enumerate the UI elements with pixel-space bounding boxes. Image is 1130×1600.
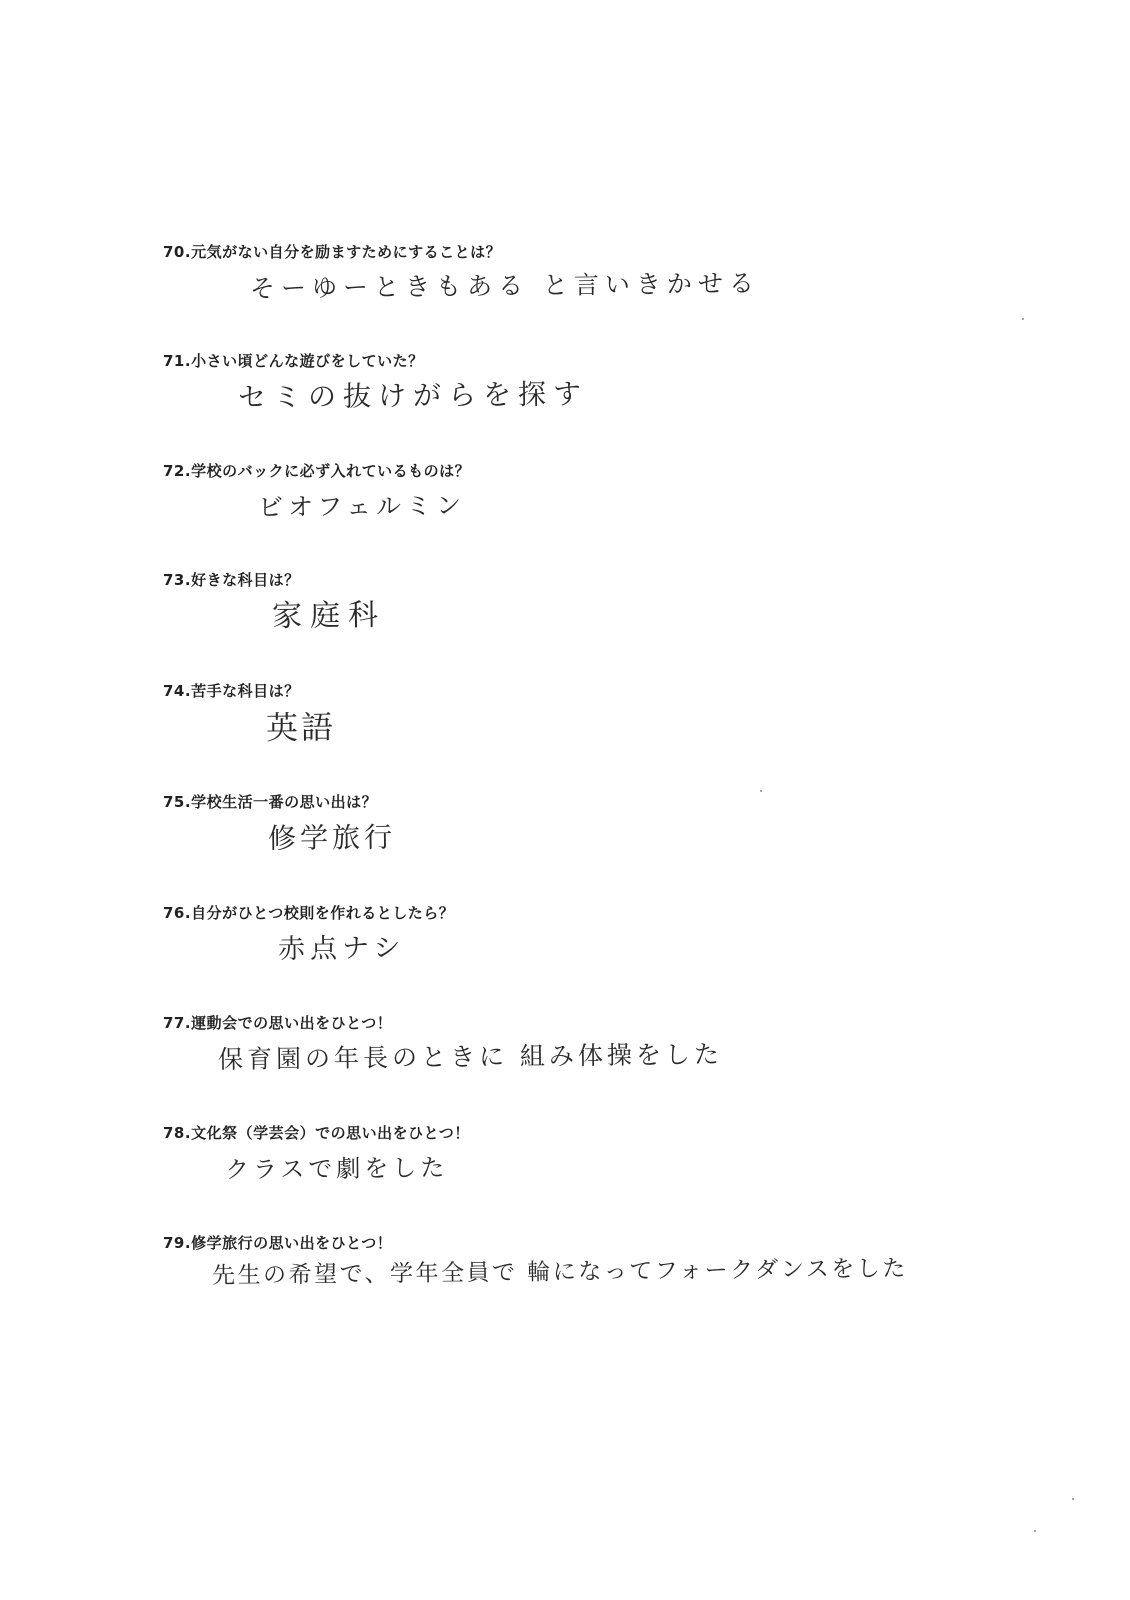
scan-speck [1034,1530,1036,1532]
question-text: 79.修学旅行の思い出をひとつ！ [163,1234,393,1252]
qa-item-70 [0,242,1130,354]
handwritten-answer: クラスで劇をした [224,1153,449,1184]
qa-item-79 [0,1233,1130,1345]
handwritten-answer: 家庭科 [271,597,387,634]
handwritten-answer: 保育園の年長のときに 組み体操をした [217,1039,724,1074]
handwritten-answer: 先生の希望で、学年全員で 輪になってフォークダンスをした [211,1255,908,1289]
question-text: 76.自分がひとつ校則を作れるとしたら？ [163,904,455,922]
scan-speck [1072,1498,1074,1500]
qa-item-73 [0,570,1130,682]
handwritten-answer: セミの抜けがらを探す [237,377,589,414]
question-text: 72.学校のバックに必ず入れているものは？ [163,462,471,480]
handwritten-answer: 英語 [265,708,337,747]
qa-item-76 [0,903,1130,1015]
handwritten-answer: 赤点ナシ [277,932,406,965]
qa-item-77 [0,1013,1130,1125]
question-text: 74.苦手な科目は？ [163,682,300,700]
qa-item-72 [0,461,1130,573]
handwritten-answer: そーゆーときもある と言いきかせる [249,268,761,303]
question-text: 70.元気がない自分を励ますためにすることは？ [163,243,502,261]
handwritten-answer: 修学旅行 [267,820,397,855]
question-text: 77.運動会での思い出をひとつ！ [163,1014,393,1032]
question-text: 75.学校生活一番の思い出は？ [163,793,378,811]
qa-item-78 [0,1123,1130,1235]
qa-item-75 [0,792,1130,904]
qa-item-71 [0,351,1130,463]
qa-item-74 [0,681,1130,793]
scan-speck [760,790,762,792]
question-text: 71.小さい頃どんな遊びをしていた？ [163,352,424,370]
question-text: 78.文化祭（学芸会）での思い出をひとつ！ [163,1124,470,1142]
scan-speck [1022,318,1024,320]
handwritten-answer: ビオフェルミン [257,490,467,522]
question-text: 73.好きな科目は？ [163,571,300,589]
